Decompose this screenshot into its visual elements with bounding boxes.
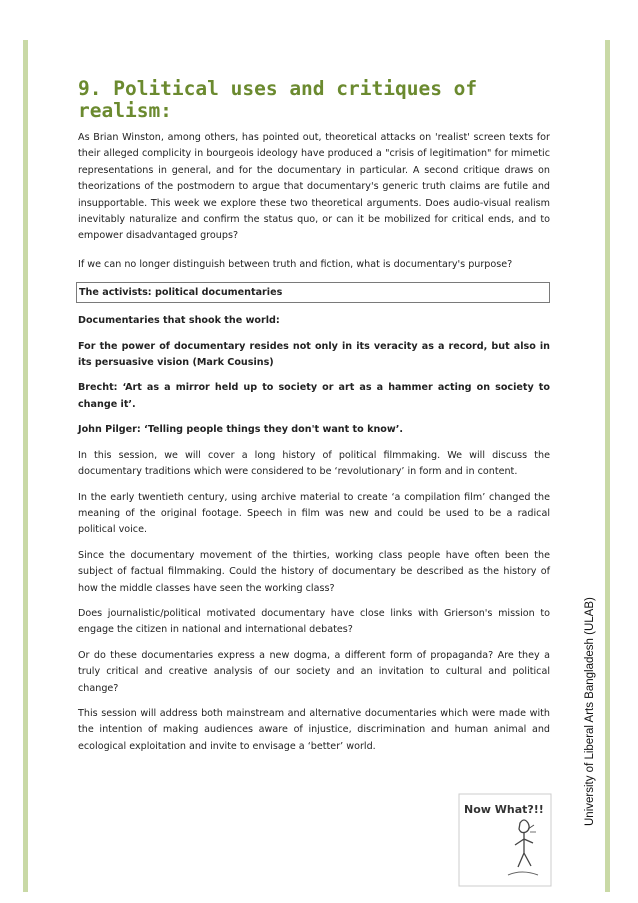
university-side-label: University of Liberal Arts Bangladesh (ULAB) — [584, 597, 596, 826]
section-box-title: The activists: political documentaries — [76, 282, 550, 303]
bold-line: John Pilger: ‘Telling people things they don't want to know’. — [78, 424, 404, 436]
body-paragraph: In this session, we will cover a long history of political filmmaking. We will discuss the documentary traditions which were considered to be ‘revolutionary’ in form and in content. — [78, 449, 550, 478]
bold-line: Brecht: ‘Art as a mirror held up to society or art as a hammer acting on society to change it’. — [78, 382, 550, 410]
bold-line: Documentaries that shook the world: — [78, 315, 280, 327]
document-body — [78, 78, 550, 764]
now-what-cartoon — [458, 793, 552, 887]
question-paragraph: If we can no longer distinguish between truth and fiction, what is documentary's purpose? — [78, 258, 513, 270]
body-paragraph: Since the documentary movement of the thirties, working class people have often been the subject of factual filmmaking. Could the history of documentary be described as the history of how the middle classes have seen the working class? — [78, 549, 550, 594]
bold-line: For the power of documentary resides not only in its veracity as a record, but also in its persuasive vision (Mark Cousins) — [78, 340, 550, 369]
page-border-left — [23, 40, 28, 892]
intro-paragraph: As Brian Winston, among others, has pointed out, theoretical attacks on 'realist' screen texts for their alleged complicity in bourgeois ideology have produced a "crisis of legitimation" for mimetic representations in general, and for the documentary in particular. A second critique draws on theorizations of the postmodern to argue that documentary's generic truth claims are futile and insupportable. This week we explore these two theoretical arguments. Does audio-visual realism inevitably naturalize and confirm the status quo, or can it be mobilized for critical ends, and to empower disadvantaged groups? — [78, 132, 550, 242]
body-paragraph: In the early twentieth century, using archive material to create ‘a compilation film’ changed the meaning of the original footage. Speech in film was new and could be used to be a radical political voice. — [78, 491, 550, 536]
section-heading: 9. Political uses and critiques of realism: — [78, 77, 478, 122]
body-paragraph: Does journalistic/political motivated documentary have close links with Grierson's mission to engage the citizen in national and international debates? — [78, 607, 550, 636]
body-paragraph: Or do these documentaries express a new dogma, a different form of propaganda? Are they a truly critical and creative analysis of our society and an invitation to cultural and political change? — [78, 649, 550, 694]
page-border-right — [605, 40, 610, 892]
body-paragraph: This session will address both mainstream and alternative documentaries which were made with the intention of making audiences aware of injustice, discrimination and human animal and ecological exploitation and invite to envisage a ‘better’ world. — [78, 707, 550, 752]
cartoon-caption: Now What?!! — [464, 803, 544, 816]
